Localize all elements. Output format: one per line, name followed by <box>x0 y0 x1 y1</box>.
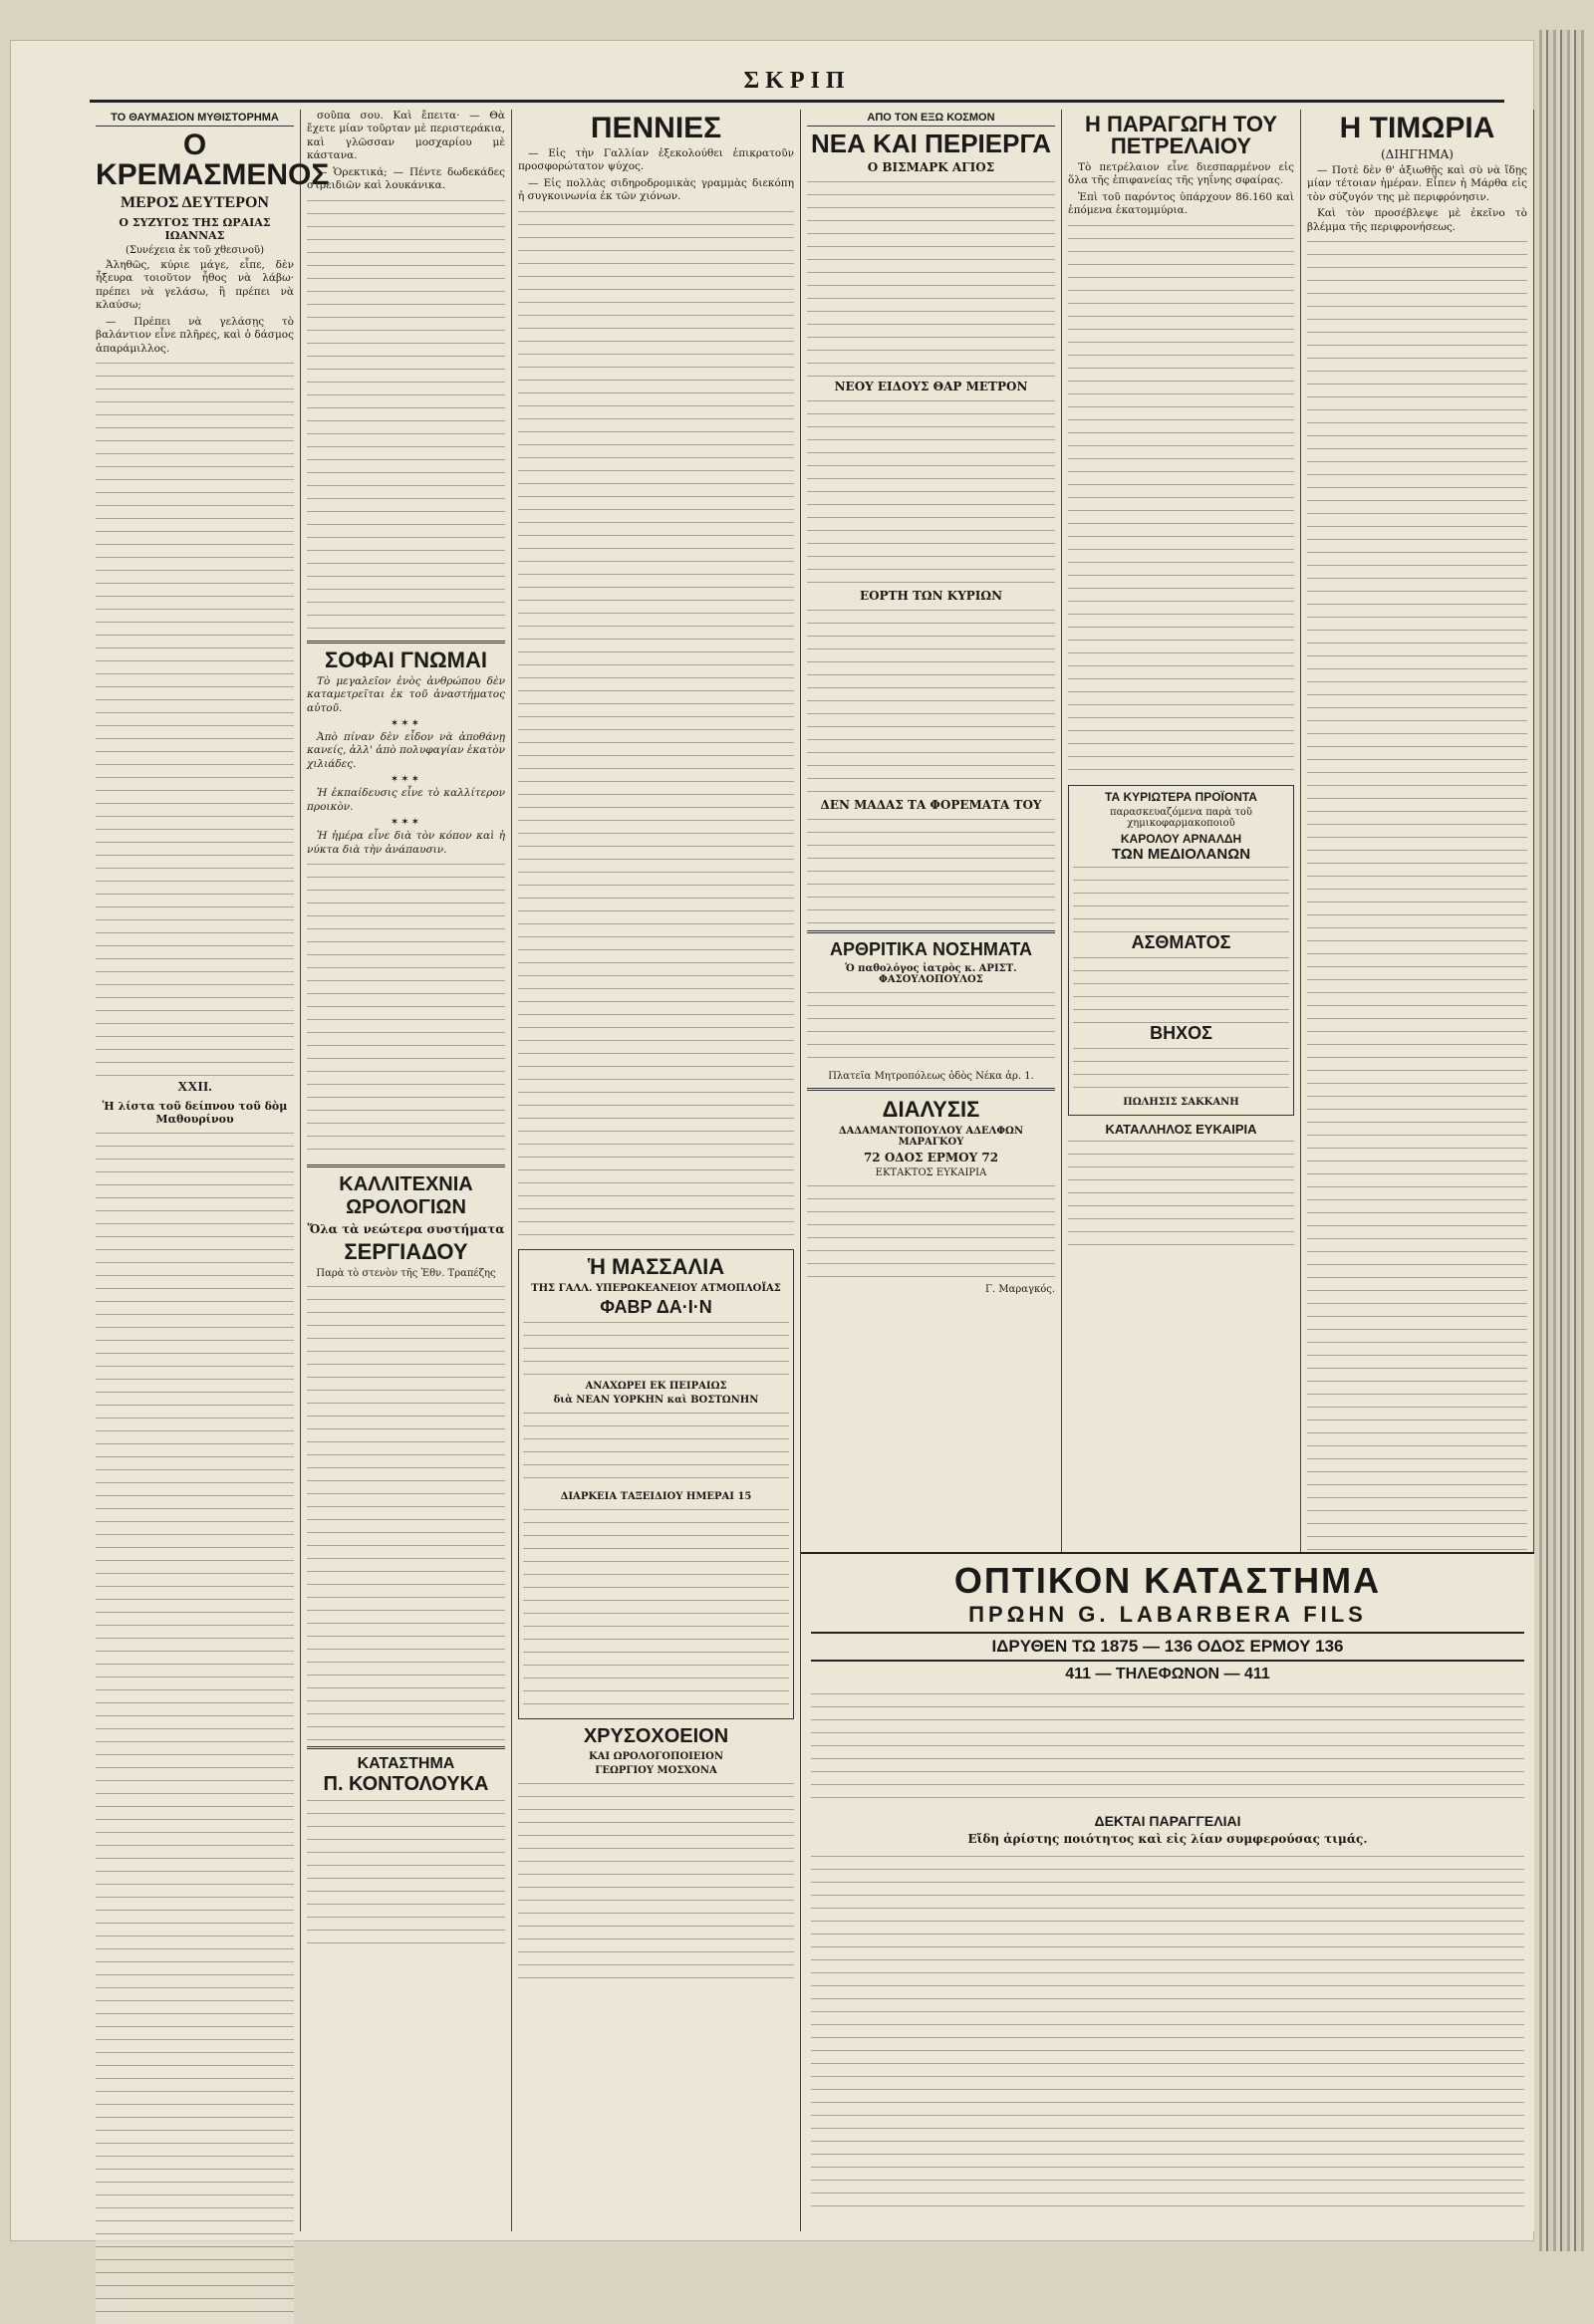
paragraph: Τὸ πετρέλαιον εἶνε διεσπαρμένον εἰς ὅλα τῆς ἐπιφανείας τῆς γηΐνης σφαίρας. <box>1068 161 1294 187</box>
pharmacy-ad-city: ΤΩΝ ΜΕΔΙΟΛΑΝΩΝ <box>1111 845 1251 863</box>
pharmacy-ad-sub: παρασκευαζόμενα παρὰ τοῦ χημικοφαρμακοποιοῦ <box>1110 806 1252 829</box>
body-text-block <box>1307 237 1527 1572</box>
maxim: Ἡ ἡμέρα εἶνε διὰ τὸν κόπον καὶ ἡ νύκτα διὰ τὴν ἀνάπαυσιν. <box>307 830 505 856</box>
ad-text-block <box>811 1689 1524 1809</box>
body-text-block <box>96 359 294 1076</box>
body-text-block <box>807 177 1055 377</box>
body-text-block <box>1068 221 1294 779</box>
optical-ad-phone: 411 — ΤΗΛΕΦΩΝΟΝ — 411 <box>1065 1666 1270 1682</box>
story-subtitle: (ΔΙΗΓΗΜΑ) <box>1381 147 1454 161</box>
shipping-ad <box>518 1249 794 1719</box>
optical-shop-ad <box>801 1552 1534 2231</box>
dissolution-address: 72 ΟΔΟΣ ΕΡΜΟΥ 72 <box>863 1151 999 1164</box>
pharmacy-ad <box>1068 785 1294 1116</box>
continuation-note: (Συνέχεια ἐκ τοῦ χθεσινοῦ) <box>125 245 265 256</box>
petroleum-title: Η ΠΑΡΑΓΩΓΗ ΤΟΥ ΠΕΤΡΕΛΑΙΟΥ <box>1084 112 1277 158</box>
paragraph: — Ὁρεκτικά; — Πέντε δωδεκάδες στρειδιῶν καὶ λουκάνικα. <box>307 165 505 192</box>
ad-text-block <box>307 1282 505 1740</box>
pharmacy-ad-title: ΤΑ ΚΥΡΙΩΤΕΡΑ ΠΡΟΪΟΝΤΑ <box>1105 789 1257 804</box>
column-novel <box>90 110 330 2231</box>
section-kicker: ΑΠΟ ΤΟΝ ΕΞΩ ΚΟΣΜΟΝ <box>807 110 1055 127</box>
watch-ad-address: Παρὰ τὸ στενὸν τῆς Ἐθν. Τραπέζης <box>316 1268 496 1279</box>
body-text-block <box>307 860 505 1159</box>
body-text-block <box>807 606 1055 795</box>
pharmacy-ad-shop: ΠΩΛΗΣΙΣ ΣΑΚΚΑΝΗ <box>1123 1096 1239 1108</box>
watch-ad-line: Ὅλα τὰ νεώτερα συστήματα <box>307 1222 505 1236</box>
novel-author: Ο ΣΥΖΥΓΟΣ ΤΗΣ ΩΡΑΙΑΣ ΙΩΑΝΝΑΣ <box>119 216 271 242</box>
medical-ad-address: Πλατεῖα Μητροπόλεως ὁδὸς Νέκα ἀρ. 1. <box>828 1071 1034 1082</box>
story-heading: ΕΟΡΤΗ ΤΩΝ ΚΥΡΙΩΝ <box>859 589 1003 603</box>
dissolution-title: ΔΙΑΛΥΣΙΣ <box>882 1097 980 1122</box>
shipping-ad-title: Ἡ ΜΑΣΣΑΛΙΑ <box>587 1253 725 1279</box>
story-heading: ΔΕΝ ΜΑΔΑΣ ΤΑ ΦΟΡΕΜΑΤΑ ΤΟΥ <box>820 798 1042 812</box>
shipping-destination: διὰ ΝΕΑΝ ΥΟΡΚΗΝ καὶ ΒΟΣΤΩΝΗΝ <box>553 1394 759 1406</box>
body-text-block <box>811 1852 1524 2210</box>
pharmacy-ad-asthma: ΑΣΘΜΑΤΟΣ <box>1131 931 1231 952</box>
paragraph: σοῦπα σου. Καὶ ἔπειτα· — Θὰ ἔχετε μίαν τοῦρταν μὲ περιστεράκια, καὶ γλῶσσαν μοσχαρίου μὲ κάστανα. <box>307 110 505 162</box>
separator-stars: ✶✶✶ <box>390 817 422 829</box>
jewel-ad-sub: ΚΑΙ ΩΡΟΛΟΓΟΠΟΙΕΙΟΝ <box>588 1750 723 1762</box>
dissolution-signature: Γ. Μαραγκός. <box>985 1284 1055 1295</box>
jewel-ad-name: ΓΕΩΡΓΙΟΥ ΜΟΣΧΟΝΑ <box>595 1764 717 1776</box>
shipping-ad-name: ΦΑΒΡ ΔΑ·Ι·Ν <box>600 1296 712 1317</box>
optical-ad-footer: Εἴδη ἀρίστης ποιότητος καὶ εἰς λίαν συμφερούσας τιμάς. <box>967 1832 1368 1846</box>
separator-stars: ✶✶✶ <box>390 717 422 729</box>
jewel-ad-title: ΧΡΥΣΟΧΟΕΙΟΝ <box>583 1724 729 1747</box>
dissolution-sub: ΔΑΔΑΜΑΝΤΟΠΟΥΛΟΥ ΑΔΕΛΦΩΝ ΜΑΡΑΓΚΟΥ <box>838 1126 1024 1148</box>
ad-text-block <box>307 1796 505 1955</box>
column-novel-cont <box>301 110 512 2231</box>
body-text-block <box>307 196 505 635</box>
paragraph: — Εἰς τὴν Γαλλίαν ἐξεκολούθει ἐπικρατοῦν προσφορώτατον ψύχος. <box>518 147 794 173</box>
news-title: ΠΕΝΝΙΕΣ <box>590 112 722 144</box>
optical-ad-orders: ΔΕΚΤΑΙ ΠΑΡΑΓΓΕΛΙΑΙ <box>1094 1813 1241 1829</box>
story-title: Η ΤΙΜΩΡΙΑ <box>1339 112 1495 144</box>
body-text-block <box>96 1129 294 2324</box>
chapter-number: XXII. <box>177 1080 212 1096</box>
watch-ad-name: ΣΕΡΓΙΑΔΟΥ <box>344 1239 468 1264</box>
chapter-title: Ἡ λίστα τοῦ δείπνου τοῦ δὸμ Μαθουρίνου <box>102 1100 288 1127</box>
separator-stars: ✶✶✶ <box>390 774 422 786</box>
shop-ad-name: Π. ΚΟΝΤΟΛΟΥΚΑ <box>323 1773 489 1795</box>
paragraph: — Ποτὲ δὲν θ' ἀξιωθῇς καὶ σὺ νὰ ἴδῃς μίαν τέτοιαν ἡμέραν. Εἶπεν ἡ Μάρθα εἰς τὸν σύζυγόν της μὲ περιφρόνησιν. <box>1307 164 1527 203</box>
medical-ad-title: ΑΡΘΡΙΤΙΚΑ ΝΟΣΗΜΑΤΑ <box>830 939 1032 959</box>
ad-text-block <box>518 1779 794 1978</box>
page-edge-shadow <box>1539 30 1584 2251</box>
paragraph: — Εἰς πολλὰς σιδηροδρομικὰς γραμμὰς διεκόπη ἡ συγκοινωνία ἐκ τῶν χιόνων. <box>518 176 794 203</box>
paragraph: — Πρέπει νὰ γελάσῃς τὸ βαλάντιον εἶνε πλῆρες, καὶ ὁ δάσμος ἀπαράμιλλος. <box>96 315 294 355</box>
masthead-rule <box>90 100 1504 103</box>
body-text-block <box>807 396 1055 586</box>
medical-ad-doctor: Ὁ παθολόγος ἰατρὸς κ. ΑΡΙΣΤ. ΦΑΣΟΥΛΟΠΟΥΛΟΣ <box>845 963 1017 985</box>
paragraph: Καὶ τὸν προσέβλεψε μὲ ἐκεῖνο τὸ βλέμμα τῆς περιφρονήσεως. <box>1307 207 1527 233</box>
novel-title: Ο ΚΡΕΜΑΣΜΕΝΟΣ <box>96 129 330 191</box>
story-heading: ΝΕΟΥ ΕΙΔΟΥΣ ΘΑΡ ΜΕΤΡΟΝ <box>834 380 1028 393</box>
ad-text-block <box>1068 1137 1294 1256</box>
body-text-block <box>518 207 794 1243</box>
maxim: Ἀπὸ πίναν δὲν εἶδον νὰ ἀποθάνῃ κανείς, ἀλλ' ἀπὸ πολυφαγίαν ἑκατὸν χιλιάδες. <box>307 730 505 770</box>
shop-ad-title: ΚΑΤΑΣΤΗΜΑ <box>357 1755 455 1772</box>
dissolution-note: ΕΚΤΑΚΤΟΣ ΕΥΚΑΙΡΙΑ <box>875 1167 987 1178</box>
watch-ad-title: ΚΑΛΛΙΤΕΧΝΙΑ ΩΡΟΛΟΓΙΩΝ <box>339 1173 473 1218</box>
pharmacy-ad-cough: ΒΗΧΟΣ <box>1150 1022 1212 1043</box>
maxim: Τὸ μεγαλεῖον ἐνὸς ἀνθρώπου δὲν καταμετρεῖται ἐκ τοῦ ἀναστήματος αὐτοῦ. <box>307 674 505 714</box>
masthead: ΣΚΡΙΠ <box>743 68 851 94</box>
world-news-title: ΝΕΑ ΚΑΙ ΠΕΡΙΕΡΓΑ <box>810 129 1052 158</box>
story-heading: Ο ΒΙΣΜΑΡΚ ΑΓΙΟΣ <box>867 160 995 174</box>
paragraph: Ἐπὶ τοῦ παρόντος ὑπάρχουν 86.160 καὶ ἑπόμενα ἐκατομμύρια. <box>1068 190 1294 217</box>
optical-ad-title: ΟΠΤΙΚΟΝ ΚΑΤΑΣΤΗΜΑ <box>953 1560 1382 1601</box>
column-news <box>512 110 801 2231</box>
optical-ad-founded: ΙΔΡΥΘΕΝ ΤΩ 1875 — 136 ΟΔΟΣ ΕΡΜΟΥ 136 <box>811 1632 1524 1662</box>
paragraph: Ἀληθῶς, κύριε μάγε, εἶπε, δὲν ἦξευρα τοιοῦτον ἦθος νὰ λάβω· πρέπει νὰ γελάσω, ἢ πρέπει νὰ κλαύσω; <box>96 259 294 312</box>
wisdom-title: ΣΟΦΑΙ ΓΝΩΜΑΙ <box>325 646 487 672</box>
pharmacy-ad-name: ΚΑΡΟΛΟΥ ΑΡΝΑΛΔΗ <box>1120 831 1242 846</box>
body-text-block <box>807 815 1055 924</box>
shipping-departure: ΑΝΑΧΩΡΕΙ ΕΚ ΠΕΙΡΑΙΩΣ <box>585 1380 727 1392</box>
shipping-ad-sub: ΤΗΣ ΓΑΛΛ. ΥΠΕΡΩΚΕΑΝΕΙΟΥ ΑΤΜΟΠΛΟΪΑΣ <box>531 1282 781 1294</box>
novel-part: ΜΕΡΟΣ ΔΕΥΤΕΡΟΝ <box>121 194 269 211</box>
section-kicker: ΤΟ ΘΑΥΜΑΣΙΟΝ ΜΥΘΙΣΤΟΡΗΜΑ <box>96 110 294 127</box>
bargain-title: ΚΑΤΑΛΛΗΛΟΣ ΕΥΚΑΙΡΙΑ <box>1105 1121 1257 1137</box>
optical-ad-sub: ΠΡΩΗΝ G. LABARBERA FILS <box>968 1602 1367 1627</box>
shipping-duration: ΔΙΑΡΚΕΙΑ ΤΑΞΕΙΔΙΟΥ ΗΜΕΡΑΙ 15 <box>560 1490 752 1502</box>
maxim: Ἡ ἐκπαίδευσις εἶνε τὸ καλλίτερον προικὸν. <box>307 787 505 813</box>
